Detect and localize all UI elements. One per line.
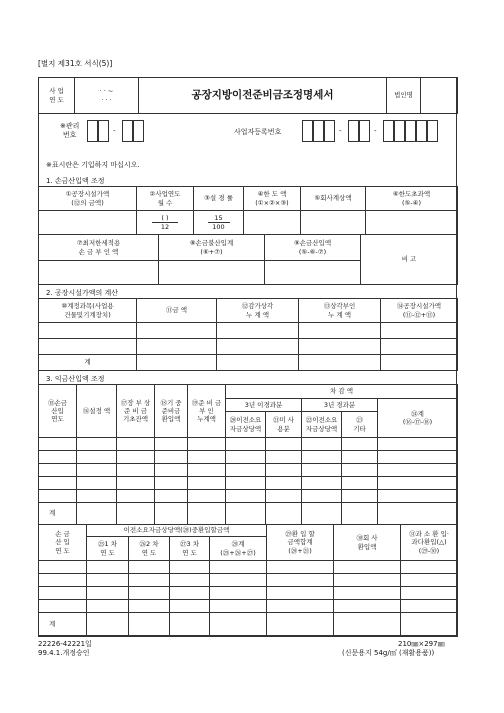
s3u-r2c4[interactable]	[155, 451, 188, 464]
mgmt-box-3[interactable]	[122, 120, 133, 142]
s3u-r5c2[interactable]	[77, 490, 117, 503]
s3-sub2-header: ㉑미 사 용분	[266, 412, 302, 438]
s3l-year3-header: ㉗3 차 연 도	[170, 537, 210, 561]
s3l-year1-header: ㉕1 차 연 도	[87, 537, 129, 561]
s3l-r2c4[interactable]	[170, 574, 210, 587]
reg-box-2[interactable]	[313, 120, 324, 142]
s2-r2c3[interactable]	[217, 339, 299, 355]
approval-date: 99.4.1.개정승인	[38, 649, 90, 657]
s3u-r5c1[interactable]	[39, 490, 77, 503]
section2-table	[38, 298, 458, 371]
s3u-r2c7[interactable]	[266, 451, 302, 464]
fraction2-numerator: 15	[208, 214, 230, 223]
s3u-r5c9[interactable]	[342, 490, 378, 503]
s3l-total-c5[interactable]	[210, 613, 267, 637]
s3u-r4c6[interactable]	[226, 477, 266, 490]
s3u-r3c2[interactable]	[77, 464, 117, 477]
s3u-r4c7[interactable]	[266, 477, 302, 490]
s1-col9-header: ⑨손금산입액 (⑤-⑥-⑦)	[265, 235, 361, 261]
s3l-group-header: 이전소요자금상당액(⑳)중환입할금액	[87, 525, 267, 537]
s3u-r1c1[interactable]	[39, 438, 77, 451]
s1-rate-fraction	[194, 211, 244, 235]
business-year-field[interactable]	[75, 78, 139, 114]
s3l-r2c2[interactable]	[87, 574, 129, 587]
section2-title: 2. 공장시설가액의 계산	[46, 289, 118, 297]
s3l-r4c5[interactable]	[210, 600, 267, 613]
s3l-r2c8[interactable]	[401, 574, 458, 587]
s1-value-6[interactable]	[366, 211, 458, 235]
s3-year-header: ⑮손금 산입 연도	[39, 385, 77, 438]
corp-name-label: 법인명	[387, 78, 421, 114]
s3u-r5c7[interactable]	[266, 490, 302, 503]
s3-sub3-header: ㉒이전소요 자금상당액	[302, 412, 342, 438]
s3u-r2c1[interactable]	[39, 451, 77, 464]
date-line-2: · · ·	[101, 95, 112, 104]
s3u-r4c2[interactable]	[77, 477, 117, 490]
reg-box-3[interactable]	[324, 120, 335, 142]
reg-box-10[interactable]	[427, 120, 438, 142]
s3l-year2-header: ㉖2 차 연 도	[129, 537, 170, 561]
s3l-r4c8[interactable]	[401, 600, 458, 613]
s3u-r2c10[interactable]	[378, 451, 458, 464]
remarks-cell: 비 고	[361, 235, 458, 285]
s2-col2-header: ⑪금 액	[137, 299, 217, 323]
s3u-r1c5[interactable]	[188, 438, 226, 451]
s3-sum-header: ㉔계 (⑯-⑰-⑱)	[378, 399, 458, 438]
s3l-r1c5[interactable]	[210, 561, 267, 574]
s3l-r3c3[interactable]	[129, 587, 170, 600]
s3u-r3c1[interactable]	[39, 464, 77, 477]
paper-type: (신문용지 54g/㎡ (재활용품))	[342, 649, 435, 657]
s3u-r5c6[interactable]	[226, 490, 266, 503]
s2-r1c5[interactable]	[381, 323, 458, 339]
s3l-r4c4[interactable]	[170, 600, 210, 613]
reg-box-9[interactable]	[416, 120, 427, 142]
s1-value-9[interactable]	[265, 261, 361, 285]
s3u-r3c8[interactable]	[302, 464, 342, 477]
mgmt-number-label: ※관리 번호	[60, 122, 80, 140]
s3u-r4c1[interactable]	[39, 477, 77, 490]
header-table	[38, 77, 458, 114]
s3u-r3c6[interactable]	[226, 464, 266, 477]
s3-book-balance-header: ⑰장 부 상 준 비 금 기초잔액	[117, 385, 155, 438]
s3u-r4c10[interactable]	[378, 477, 458, 490]
s3u-r3c3[interactable]	[117, 464, 155, 477]
section3-title: 3. 익금산입액 조정	[46, 375, 105, 383]
s2-r2c1[interactable]	[39, 339, 137, 355]
s3u-r2c5[interactable]	[188, 451, 226, 464]
s2-r1c2[interactable]	[137, 323, 217, 339]
s1-value-1[interactable]	[39, 211, 137, 235]
s3u-r1c2[interactable]	[77, 438, 117, 451]
form-label: [별지 제31호 서식(5)]	[38, 59, 113, 68]
s3u-r5c5[interactable]	[188, 490, 226, 503]
s3l-r3c5[interactable]	[210, 587, 267, 600]
form-code: 22226-42221일	[38, 640, 92, 648]
reg-box-6[interactable]	[383, 120, 394, 142]
reg-box-5[interactable]	[359, 120, 370, 142]
reg-box-8[interactable]	[405, 120, 416, 142]
page-title: 공장지방이전준비금조정명세서	[139, 78, 387, 114]
s3u-r4c3[interactable]	[117, 477, 155, 490]
s2-total-c3[interactable]	[217, 355, 299, 371]
s3u-r3c9[interactable]	[342, 464, 378, 477]
s3u-total-c2[interactable]	[77, 503, 117, 525]
paper-size: 210㎜×297㎜	[398, 640, 445, 648]
s3l-r4c2[interactable]	[87, 600, 129, 613]
s3u-r5c4[interactable]	[155, 490, 188, 503]
s3l-shortfall-header: ㉛과 소 환 입· 과다환입(△) (㉙-㉚)	[401, 525, 458, 561]
s2-total-c4[interactable]	[299, 355, 381, 371]
s3u-r4c4[interactable]	[155, 477, 188, 490]
s3u-r1c4[interactable]	[155, 438, 188, 451]
s3u-total-c4[interactable]	[155, 503, 188, 525]
section1-title: 1. 손금산입액 조정	[46, 177, 105, 185]
s3u-r3c5[interactable]	[188, 464, 226, 477]
s3u-total-c3[interactable]	[117, 503, 155, 525]
s3l-r4c3[interactable]	[129, 600, 170, 613]
s2-r1c1[interactable]	[39, 323, 137, 339]
s3l-r3c4[interactable]	[170, 587, 210, 600]
s2-col3-header: ⑫감가상각 누 계 액	[217, 299, 299, 323]
s2-r1c4[interactable]	[299, 323, 381, 339]
s3u-r3c4[interactable]	[155, 464, 188, 477]
s3l-r1c3[interactable]	[129, 561, 170, 574]
s3u-r5c10[interactable]	[378, 490, 458, 503]
s3u-total-c9[interactable]	[342, 503, 378, 525]
s1-col6-header: ⑥한도초과액 (⑤-④)	[366, 187, 458, 211]
year-label: 사 업 연 도	[39, 78, 75, 114]
s3u-r1c7[interactable]	[266, 438, 302, 451]
s3l-r3c2[interactable]	[87, 587, 129, 600]
s3-within-3yr-header: 3년 이경과분	[226, 399, 302, 412]
s1-col8-header: ⑧손금불산입계 (⑥+⑦)	[159, 235, 265, 261]
s3-disallowed-header: ⑲준 비 금 부 인 누계액	[188, 385, 226, 438]
s1-value-7[interactable]	[39, 261, 159, 285]
s2-r2c4[interactable]	[299, 339, 381, 355]
s2-r2c5[interactable]	[381, 339, 458, 355]
s3l-r3c1[interactable]	[39, 587, 87, 600]
s3l-r2c3[interactable]	[129, 574, 170, 587]
s3l-r1c8[interactable]	[401, 561, 458, 574]
s2-col4-header: ⑬상각부인 누 계 액	[299, 299, 381, 323]
s3u-r3c10[interactable]	[378, 464, 458, 477]
s3u-r2c3[interactable]	[117, 451, 155, 464]
s3l-r3c8[interactable]	[401, 587, 458, 600]
corp-name-field[interactable]	[421, 78, 458, 114]
s3u-r4c5[interactable]	[188, 477, 226, 490]
s1-months-fraction[interactable]	[137, 211, 194, 235]
s3-sub1-header: ⑳이전소요 자금상당액	[226, 412, 266, 438]
fraction1-denominator: 12	[160, 223, 170, 231]
s3l-r4c6[interactable]	[267, 600, 334, 613]
mgmt-dash: -	[113, 127, 116, 135]
s1-col1-header: ①공장시설가액 (⑫의 금액)	[39, 187, 137, 211]
s1-value-8[interactable]	[159, 261, 265, 285]
s3l-r1c6[interactable]	[267, 561, 334, 574]
s2-total-label: 계	[39, 355, 137, 371]
s3u-total-label: 계	[39, 503, 77, 525]
s2-r1c3[interactable]	[217, 323, 299, 339]
s2-col5-header: ⑭공장시설가액 (⑪-⑫+⑬)	[381, 299, 458, 323]
section1-table-a	[38, 186, 458, 235]
s3l-r2c7[interactable]	[334, 574, 401, 587]
s3l-sum-header: ㉘계 (㉕+㉖+㉗)	[210, 537, 267, 561]
s2-total-c2[interactable]	[137, 355, 217, 371]
s1-value-4[interactable]	[244, 211, 301, 235]
s3u-r2c2[interactable]	[77, 451, 117, 464]
s1-col3-header: ③설 경 률	[194, 187, 244, 211]
s3l-total-c8[interactable]	[401, 613, 458, 637]
s3l-total-c4[interactable]	[170, 613, 210, 637]
fraction2-denominator: 100	[212, 223, 225, 231]
s2-r2c2[interactable]	[137, 339, 217, 355]
s3l-r4c7[interactable]	[334, 600, 401, 613]
s3u-r3c7[interactable]	[266, 464, 302, 477]
s3u-r4c8[interactable]	[302, 477, 342, 490]
s3u-r2c8[interactable]	[302, 451, 342, 464]
s3u-total-c8[interactable]	[302, 503, 342, 525]
s3u-total-c6[interactable]	[226, 503, 266, 525]
s3l-r3c6[interactable]	[267, 587, 334, 600]
mgmt-box-1[interactable]	[87, 120, 98, 142]
s3l-r1c1[interactable]	[39, 561, 87, 574]
s3u-r4c9[interactable]	[342, 477, 378, 490]
s1-value-5[interactable]	[301, 211, 366, 235]
s3u-r5c8[interactable]	[302, 490, 342, 503]
s3-over-3yr-header: 3년 경과분	[302, 399, 378, 412]
reg-dash-2: -	[374, 127, 377, 135]
s3l-total-c3[interactable]	[129, 613, 170, 637]
mgmt-box-4[interactable]	[133, 120, 144, 142]
s3l-total-c2[interactable]	[87, 613, 129, 637]
s3l-r1c7[interactable]	[334, 561, 401, 574]
s3-set-amount-header: ⑯설정 액	[77, 385, 117, 438]
s2-col1-header: ⑩계정과목(사업용 건물및기계장치)	[39, 299, 137, 323]
s3u-r5c3[interactable]	[117, 490, 155, 503]
s3l-r4c1[interactable]	[39, 600, 87, 613]
date-line-1: · · ~	[99, 87, 114, 96]
s1-col7-header: ⑦최저한세적용 손 금 부 인 액	[39, 235, 159, 261]
s3u-r1c10[interactable]	[378, 438, 458, 451]
s3l-r1c2[interactable]	[87, 561, 129, 574]
s3l-r2c1[interactable]	[39, 574, 87, 587]
s3u-total-c10[interactable]	[378, 503, 458, 525]
reg-number-label: 사업자등록번호	[234, 128, 282, 136]
reg-box-7[interactable]	[394, 120, 405, 142]
section3-upper-table	[38, 384, 458, 525]
s2-total-c5[interactable]	[381, 355, 458, 371]
s1-col4-header: ④한 도 액 (①×②×③)	[244, 187, 301, 211]
reg-dash-1: -	[339, 127, 342, 135]
s3u-total-c7[interactable]	[266, 503, 302, 525]
fraction1-numerator: ( )	[152, 214, 178, 223]
s3u-r2c6[interactable]	[226, 451, 266, 464]
s3l-company-reversal-header: ㉚회 사 환입액	[334, 525, 401, 561]
reg-box-4[interactable]	[348, 120, 359, 142]
s3u-r2c9[interactable]	[342, 451, 378, 464]
s1-col2-header: ②사업연도 월 수	[137, 187, 194, 211]
section3-lower-table	[38, 524, 458, 637]
s3-sub4-header: ㉓ 기타	[342, 412, 378, 438]
s1-col5-header: ⑤회사계상액	[301, 187, 366, 211]
s3l-r2c6[interactable]	[267, 574, 334, 587]
s3u-r1c9[interactable]	[342, 438, 378, 451]
s3u-total-c5[interactable]	[188, 503, 226, 525]
s3l-r3c7[interactable]	[334, 587, 401, 600]
s3l-total-c6[interactable]	[267, 613, 334, 637]
s3u-r1c3[interactable]	[117, 438, 155, 451]
s3l-total-reversal-header: ㉙환 입 할 금액합계 (㉘+㉑)	[267, 525, 334, 561]
s3l-year-header: 손 금 산 입 연 도	[39, 525, 87, 561]
s3u-r1c6[interactable]	[226, 438, 266, 451]
s3l-r1c4[interactable]	[170, 561, 210, 574]
s3-difference-header: 차 감 액	[226, 385, 458, 399]
s3l-r2c5[interactable]	[210, 574, 267, 587]
s3l-total-c7[interactable]	[334, 613, 401, 637]
s3-reversal-header: ⑱기 중 준비금 환입액	[155, 385, 188, 438]
reg-box-1[interactable]	[302, 120, 313, 142]
s3u-r1c8[interactable]	[302, 438, 342, 451]
section1-table-b	[38, 234, 458, 285]
instruction-note: ※표시란은 기입하지 마십시오.	[46, 161, 140, 169]
s3l-total-label: 계	[39, 613, 87, 637]
mgmt-box-2[interactable]	[98, 120, 109, 142]
